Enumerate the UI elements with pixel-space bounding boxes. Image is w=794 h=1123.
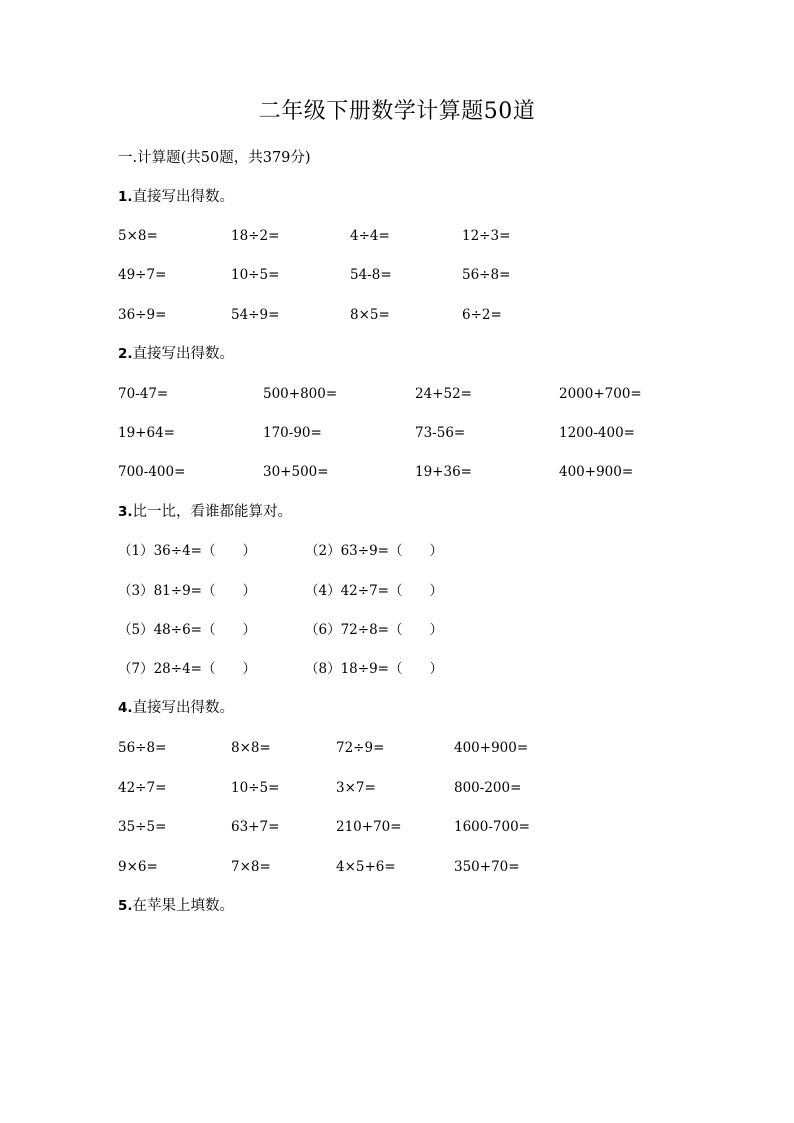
problem-item: （1）36÷4=（ ） — [118, 543, 256, 559]
question-prompt: 直接写出得数。 — [132, 189, 235, 205]
problem-item: 2000+700= — [559, 386, 642, 402]
question-prompt: 直接写出得数。 — [132, 346, 235, 362]
problem-item: （5）48÷6=（ ） — [118, 622, 256, 638]
problem-item: 73-56= — [415, 425, 466, 441]
problem-item: 350+70= — [454, 859, 520, 875]
section-heading: 一.计算题(共50题，共379分) — [118, 150, 311, 166]
question-number: 4. — [118, 700, 133, 716]
problem-item: 3×7= — [336, 780, 376, 796]
problem-item: 400+900= — [559, 464, 634, 480]
question-2-heading — [118, 344, 234, 364]
question-4-heading — [118, 698, 234, 718]
problem-item: 170-90= — [263, 425, 322, 441]
problem-item: 8×8= — [231, 740, 271, 756]
problem-item: 12÷3= — [462, 228, 511, 244]
problem-item: 19+36= — [415, 464, 472, 480]
problem-row — [0, 541, 794, 561]
problem-item: （7）28÷4=（ ） — [118, 661, 256, 677]
problem-item: 400+900= — [454, 740, 529, 756]
problem-item: 500+800= — [263, 386, 338, 402]
problem-item: 800-200= — [454, 780, 522, 796]
problem-item: 18÷2= — [231, 228, 280, 244]
problem-item: 7×8= — [231, 859, 271, 875]
problem-row — [0, 857, 794, 877]
problem-item: 54÷9= — [231, 307, 280, 323]
problem-item: 56÷8= — [462, 267, 511, 283]
problem-item: 8×5= — [350, 307, 390, 323]
problem-item: 19+64= — [118, 425, 175, 441]
problem-row — [0, 423, 794, 443]
problem-item: 72÷9= — [336, 740, 385, 756]
page-title: 二年级下册数学计算题50道 — [258, 99, 536, 124]
problem-row — [0, 817, 794, 837]
question-number: 1. — [118, 189, 133, 205]
problem-item: 63+7= — [231, 819, 280, 835]
problem-row — [0, 384, 794, 404]
problem-item: 210+70= — [336, 819, 402, 835]
problem-item: 1600-700= — [454, 819, 530, 835]
problem-row — [0, 462, 794, 482]
question-prompt: 在苹果上填数。 — [132, 898, 235, 914]
problem-item: 70-47= — [118, 386, 169, 402]
question-number: 2. — [118, 346, 133, 362]
problem-row — [0, 778, 794, 798]
problem-item: 35÷5= — [118, 819, 167, 835]
question-prompt: 直接写出得数。 — [132, 700, 235, 716]
problem-item: 49÷7= — [118, 267, 167, 283]
problem-item: 1200-400= — [559, 425, 635, 441]
problem-item: （6）72÷8=（ ） — [305, 622, 443, 638]
problem-item: 6÷2= — [462, 307, 502, 323]
problem-item: 30+500= — [263, 464, 329, 480]
problem-row — [0, 305, 794, 325]
question-prompt: 比一比，看谁都能算对。 — [132, 504, 293, 520]
problem-row — [0, 620, 794, 640]
question-3-heading — [118, 502, 292, 522]
question-1-heading — [118, 187, 234, 207]
problem-item: （4）42÷7=（ ） — [305, 583, 443, 599]
problem-item: 4×5+6= — [336, 859, 396, 875]
problem-item: 36÷9= — [118, 307, 167, 323]
problem-item: 10÷5= — [231, 780, 280, 796]
problem-item: 4÷4= — [350, 228, 390, 244]
problem-item: 5×8= — [118, 228, 158, 244]
problem-item: （3）81÷9=（ ） — [118, 583, 256, 599]
question-number: 5. — [118, 898, 133, 914]
question-number: 3. — [118, 504, 133, 520]
problem-row — [0, 581, 794, 601]
problem-item: 56÷8= — [118, 740, 167, 756]
problem-row — [0, 738, 794, 758]
problem-item: 42÷7= — [118, 780, 167, 796]
problem-item: （8）18÷9=（ ） — [305, 661, 443, 677]
problem-item: 10÷5= — [231, 267, 280, 283]
problem-item: 9×6= — [118, 859, 158, 875]
problem-row — [0, 659, 794, 679]
problem-item: 24+52= — [415, 386, 472, 402]
problem-item: 700-400= — [118, 464, 186, 480]
problem-row — [0, 226, 794, 246]
problem-item: （2）63÷9=（ ） — [305, 543, 443, 559]
problem-item: 54-8= — [350, 267, 392, 283]
question-5-heading — [118, 896, 234, 916]
problem-row — [0, 265, 794, 285]
